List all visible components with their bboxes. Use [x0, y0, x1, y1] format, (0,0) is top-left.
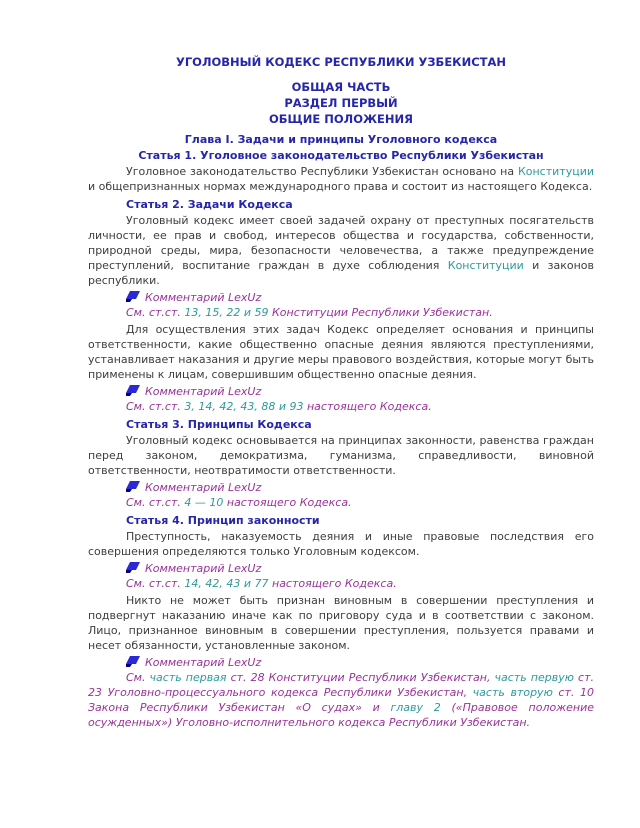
article-3-paragraph: Уголовный кодекс основывается на принципах законности, равенства граждан перед законом, демократизма, гуманизма, справедливости, виновной ответственности, неотвратимости ответственности.	[88, 434, 594, 477]
comment-label-text: Комментарий LexUz	[145, 291, 262, 304]
article-3-heading: Статья 3. Принципы Кодекса	[126, 418, 312, 431]
comment-label-text: Комментарий LexUz	[145, 385, 262, 398]
paragraph-text: и общепризнанных нормах международного права и состоит из настоящего Кодекса.	[88, 180, 593, 193]
comment-text: См. ст.ст.	[126, 400, 185, 413]
comment-reference	[88, 670, 594, 730]
article-numbers-link[interactable]: 13, 15, 22 и 59	[184, 306, 269, 319]
comment-label	[88, 561, 594, 576]
comment-label	[88, 384, 594, 399]
comment-text: См. ст.ст.	[126, 577, 185, 590]
article-4-heading: Статья 4. Принцип законности	[126, 514, 320, 527]
comment-label	[88, 655, 594, 670]
article-numbers-link[interactable]: 3, 14, 42, 43, 88 и 93	[184, 400, 304, 413]
comment-label-text: Комментарий LexUz	[145, 656, 262, 669]
comment-text: См.	[126, 671, 150, 684]
reference-link[interactable]: часть первую	[494, 671, 574, 684]
part-heading: ОБЩАЯ ЧАСТЬ	[291, 80, 391, 94]
doc-title: УГОЛОВНЫЙ КОДЕКС РЕСПУБЛИКИ УЗБЕКИСТАН	[175, 55, 507, 69]
paragraph-text: Уголовное законодательство Республики Узбекистан основано на	[126, 165, 518, 178]
lexuz-flag-icon[interactable]	[126, 562, 140, 573]
reference-link[interactable]: часть вторую	[472, 686, 553, 699]
chapter-heading: Глава I. Задачи и принципы Уголовного кодекса	[184, 133, 498, 146]
comment-reference	[88, 495, 594, 510]
article-4-paragraph-2: Никто не может быть признан виновным в совершении преступления и подвергнут наказанию иначе как по приговору суда и в соответствии с законом. Лицо, признанное виновным в совершении преступления, пользуется правами и несет обязанности, установленные законом.	[88, 594, 594, 652]
comment-label-text: Комментарий LexUz	[145, 481, 262, 494]
comment-reference	[88, 399, 594, 414]
article-2-heading: Статья 2. Задачи Кодекса	[126, 198, 293, 211]
article-2-paragraph-2: Для осуществления этих задач Кодекс определяет основания и принципы ответственности, какие общественно опасные деяния являются преступлениями, устанавливает наказания и другие меры правового воздействия, которые могут быть применены к лицам, совершившим общественно опасные деяния.	[88, 323, 594, 381]
article-numbers-link[interactable]: 14, 42, 43 и 77	[184, 577, 269, 590]
comment-label-text: Комментарий LexUz	[145, 562, 262, 575]
section-heading: РАЗДЕЛ ПЕРВЫЙ	[284, 96, 398, 110]
reference-link[interactable]: часть первая	[149, 671, 227, 684]
comment-text: настоящего Кодекса.	[303, 400, 432, 413]
comment-text: См. ст.ст.	[126, 496, 185, 509]
lexuz-flag-icon[interactable]	[126, 385, 140, 396]
comment-text: ст. 23 Уголовно-процессуального кодекса Республики Узбекистан,	[88, 671, 594, 699]
comment-text: («Правовое положение осужденных») Уголовно-исполнительного кодекса Республики Узбекистан.	[88, 701, 594, 729]
comment-label	[88, 480, 594, 495]
lexuz-flag-icon[interactable]	[126, 291, 140, 302]
constitution-link[interactable]: Конституции	[517, 165, 594, 178]
article-1-heading: Статья 1. Уголовное законодательство Республики Узбекистан	[138, 149, 544, 162]
constitution-link[interactable]: Конституции	[447, 259, 524, 272]
article-numbers-link[interactable]: 4 — 10	[184, 496, 224, 509]
provisions-heading: ОБЩИЕ ПОЛОЖЕНИЯ	[268, 112, 414, 126]
article-4-paragraph-1: Преступность, наказуемость деяния и иные правовые последствия его совершения определяются только Уголовным кодексом.	[88, 530, 594, 558]
lexuz-flag-icon[interactable]	[126, 481, 140, 492]
comment-text: См. ст.ст.	[126, 306, 185, 319]
comment-text: настоящего Кодекса.	[268, 577, 397, 590]
comment-text: настоящего Кодекса.	[223, 496, 352, 509]
reference-link[interactable]: главу 2	[390, 701, 441, 714]
comment-reference	[88, 305, 594, 320]
lexuz-flag-icon[interactable]	[126, 656, 140, 667]
comment-reference	[88, 576, 594, 591]
article-2-paragraph-1	[88, 213, 594, 288]
paragraph-text: и законов республики.	[88, 259, 594, 287]
comment-text: ст. 10 Закона Республики Узбекистан «О судах» и	[88, 686, 594, 714]
comment-text: ст. 28 Конституции Республики Узбекистан,	[226, 671, 495, 684]
paragraph-text: Уголовный кодекс имеет своей задачей охрану от преступных посягательств личности, ее прав и свобод, интересов общества и государства, собственности, природной среды, мира, безопасности человечества, а также предупреждение преступлений, воспитание граждан в духе соблюдения	[88, 214, 594, 272]
article-1-paragraph	[88, 164, 594, 194]
comment-label	[88, 290, 594, 305]
comment-text: Конституции Республики Узбекистан.	[268, 306, 493, 319]
